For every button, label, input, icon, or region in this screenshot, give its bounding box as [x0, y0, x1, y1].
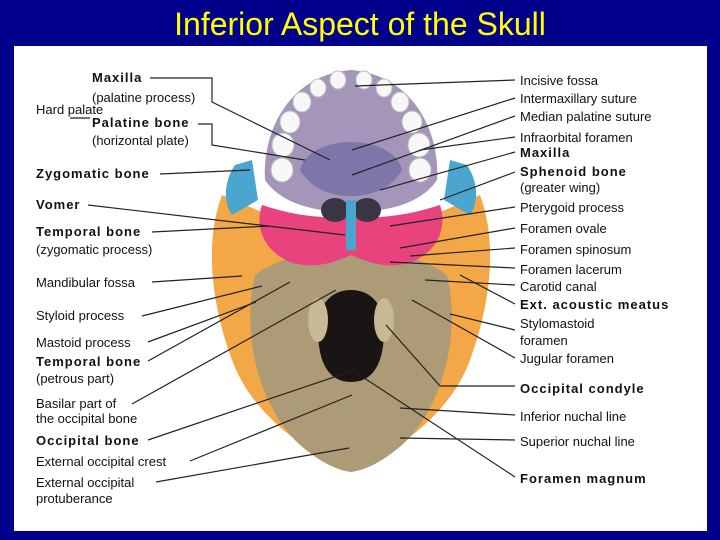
label-median-palatine-suture: Median palatine suture — [520, 109, 652, 124]
label-palatine-bone: Palatine bone — [92, 115, 190, 130]
label-foramen-ovale: Foramen ovale — [520, 221, 607, 236]
label-maxilla-left: Maxilla — [92, 70, 143, 85]
label-styloid-process: Styloid process — [36, 308, 125, 323]
label-palatine-process: (palatine process) — [92, 90, 196, 105]
label-mastoid-process: Mastoid process — [36, 335, 131, 350]
label-vomer: Vomer — [36, 197, 81, 212]
label-greater-wing: (greater wing) — [520, 180, 601, 195]
label-carotid-canal: Carotid canal — [520, 279, 597, 294]
choanae-right — [353, 198, 381, 222]
label-ext-occipital-protuberance: External occipital — [36, 475, 135, 490]
label-horizontal-plate: (horizontal plate) — [92, 133, 189, 148]
label-foramen-lacerum: Foramen lacerum — [520, 262, 622, 277]
label-stylomastoid-2: foramen — [520, 333, 568, 348]
label-zygomatic-process: (zygomatic process) — [36, 242, 153, 257]
label-foramen-spinosum: Foramen spinosum — [520, 242, 632, 257]
label-ext-occipital-protuberance-2: protuberance — [36, 491, 113, 506]
label-occipital-condyle: Occipital condyle — [520, 381, 645, 396]
vomer-region — [346, 200, 356, 250]
label-superior-nuchal-line: Superior nuchal line — [520, 434, 635, 449]
label-temporal-bone-petrous: Temporal bone — [36, 354, 142, 369]
page-title: Inferior Aspect of the Skull — [174, 6, 546, 42]
label-petrous-part: (petrous part) — [36, 371, 115, 386]
zygomatic-bone-region — [226, 160, 258, 215]
label-occipital-bone: Occipital bone — [36, 433, 140, 448]
label-maxilla-right: Maxilla — [520, 145, 571, 160]
label-stylomastoid: Stylomastoid — [520, 316, 595, 331]
label-mandibular-fossa: Mandibular fossa — [36, 275, 135, 290]
label-zygomatic-bone: Zygomatic bone — [36, 166, 150, 181]
choanae-left — [321, 198, 349, 222]
label-ext-occipital-crest: External occipital crest — [36, 454, 167, 469]
foramen-magnum — [318, 290, 384, 382]
label-inferior-nuchal-line: Inferior nuchal line — [520, 409, 627, 424]
label-basilar-part: Basilar part of — [36, 396, 117, 411]
label-infraorbital-foramen: Infraorbital foramen — [520, 130, 633, 145]
label-incisive-fossa: Incisive fossa — [520, 73, 599, 88]
occipital-condyle-right — [374, 298, 394, 342]
label-ext-acoustic-meatus: Ext. acoustic meatus — [520, 297, 670, 312]
label-basilar-part-2: the occipital bone — [36, 411, 138, 426]
label-sphenoid-bone: Sphenoid bone — [520, 164, 627, 179]
label-jugular-foramen: Jugular foramen — [520, 351, 614, 366]
label-foramen-magnum: Foramen magnum — [520, 471, 647, 486]
zygomatic-bone-region-right — [444, 160, 476, 215]
label-intermaxillary-suture: Intermaxillary suture — [520, 91, 638, 106]
label-temporal-bone: Temporal bone — [36, 224, 142, 239]
label-pterygoid-process: Pterygoid process — [520, 200, 625, 215]
label-hard-palate: Hard palate — [36, 102, 104, 117]
